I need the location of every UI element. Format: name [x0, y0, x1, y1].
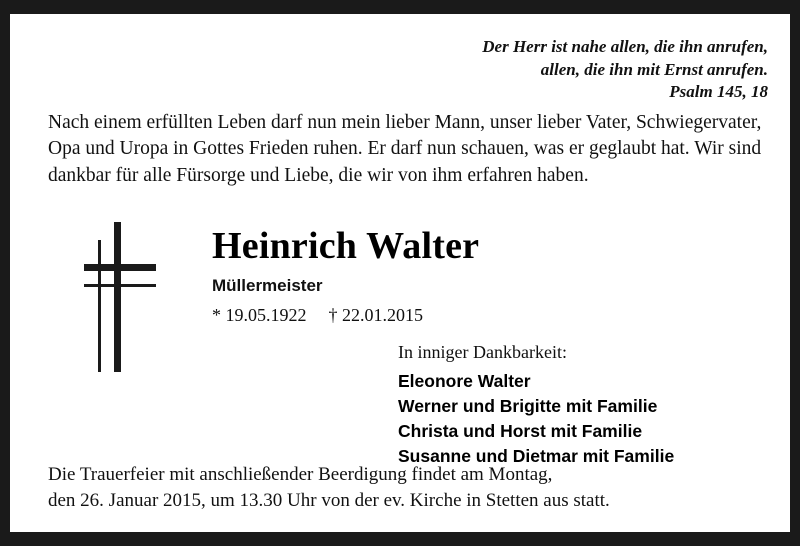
cross-vertical-thin-bar — [98, 240, 101, 372]
list-item: Werner und Brigitte mit Familie — [398, 395, 658, 416]
funeral-details — [48, 462, 768, 514]
cross-horizontal-thin-bar — [84, 284, 156, 287]
funeral-line-2: den 26. Januar 2015, um 13.30 Uhr von der ev. Kirche in Stetten aus statt. — [48, 490, 610, 512]
gratitude-block — [398, 342, 674, 468]
verse-line-2: allen, die ihn mit Ernst anrufen. — [540, 59, 768, 79]
cross-vertical-bar — [114, 222, 121, 372]
deceased-block — [212, 226, 479, 326]
list-item: Eleonore Walter — [398, 371, 531, 391]
funeral-line-1: Die Trauerfeier mit anschließender Beerdigung findet am Montag, — [48, 464, 553, 485]
bible-verse — [482, 36, 768, 104]
gratitude-title: In inniger Dankbarkeit: — [398, 342, 567, 362]
birth-date: * 19.05.1922 — [212, 304, 307, 325]
intro-paragraph: Nach einem erfüllten Leben darf nun mein lieber Mann, unser lieber Vater, Schwiegervater, Opa und Uropa in Gottes Frieden ruhen. Er darf nun schauen, was er geglaubt hat. Wir sind dankbar für alle Fürsorge und Liebe, die wir von ihm erfahren haben. — [48, 112, 762, 186]
list-item: Susanne und Dietmar mit Familie — [398, 445, 675, 466]
cross-horizontal-bar — [84, 264, 156, 271]
verse-reference: Psalm 145, 18 — [669, 82, 768, 102]
death-date: † 22.01.2015 — [328, 304, 423, 325]
deceased-profession: Müllermeister — [212, 275, 323, 295]
deceased-dates — [212, 305, 479, 326]
list-item: Christa und Horst mit Familie — [398, 420, 643, 441]
christian-cross-icon — [70, 222, 180, 372]
deceased-name: Heinrich Walter — [212, 225, 480, 267]
verse-line-1: Der Herr ist nahe allen, die ihn anrufen, — [482, 37, 768, 56]
obituary-inner — [10, 14, 790, 532]
